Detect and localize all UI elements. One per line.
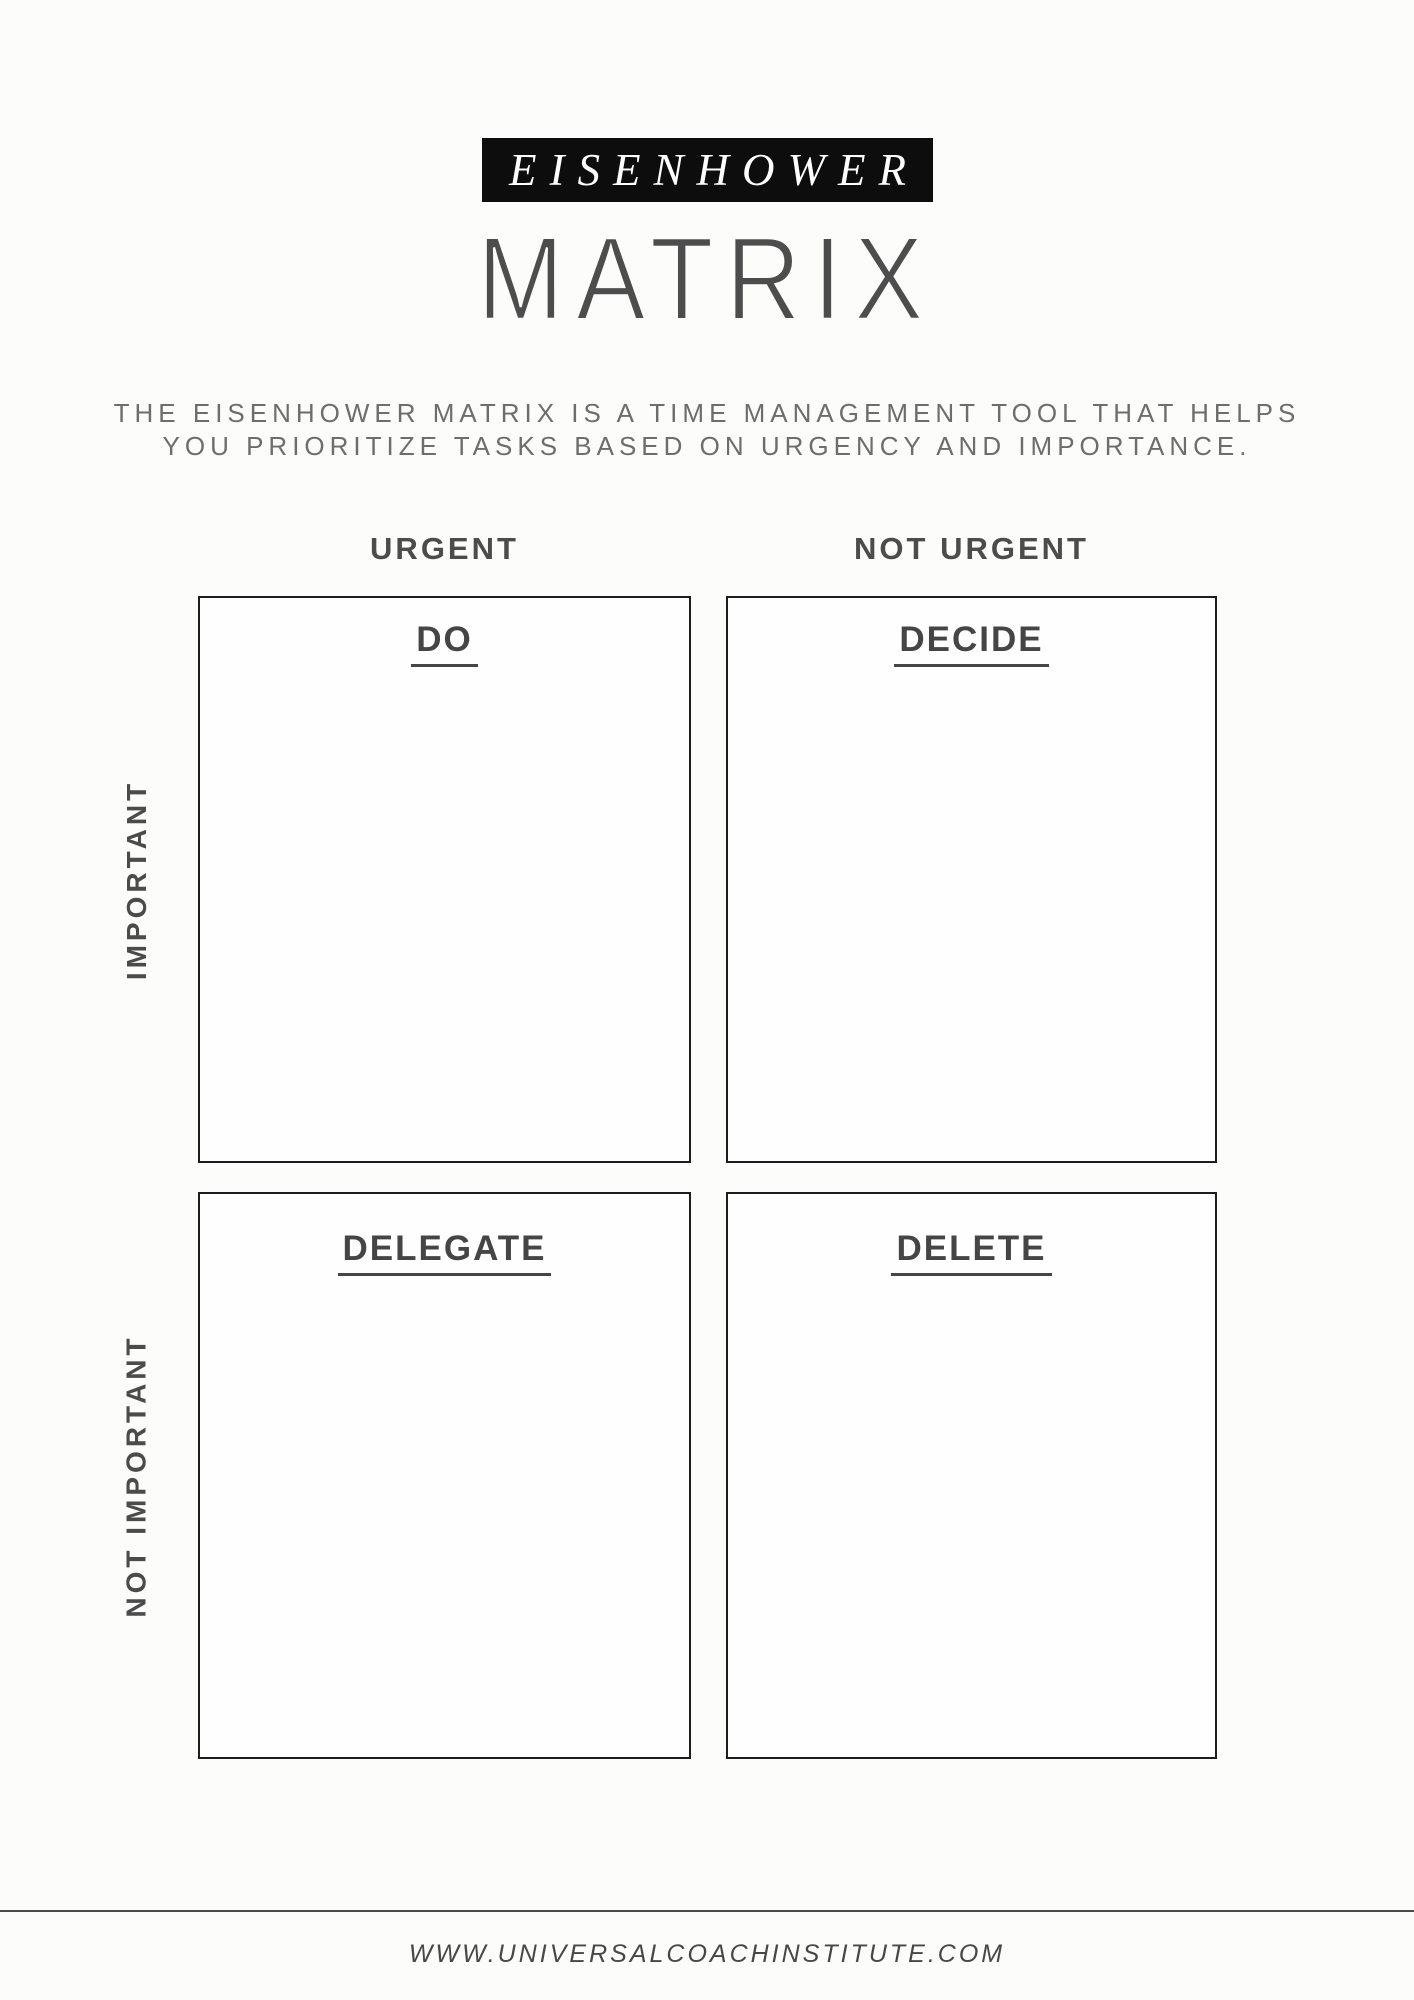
- page-title: [0, 213, 1414, 345]
- quadrant-delegate-header: [200, 1229, 689, 1276]
- quadrant-do-header: [200, 620, 689, 667]
- badge-label: EISENHOWER: [509, 145, 919, 195]
- row-header-important: [90, 596, 184, 1163]
- column-header-urgent: URGENT: [370, 531, 519, 566]
- title-badge: [482, 138, 933, 202]
- intro-description-line1: THE EISENHOWER MATRIX IS A TIME MANAGEMENT TOOL THAT HELPS: [113, 398, 1301, 428]
- row-header-not-important: [90, 1192, 184, 1759]
- column-header-not-urgent: NOT URGENT: [854, 531, 1089, 566]
- quadrant-decide: [726, 596, 1217, 1163]
- quadrant-do: [198, 596, 691, 1163]
- footer-divider: [0, 1910, 1414, 1912]
- quadrant-do-label: DO: [411, 620, 478, 667]
- quadrant-decide-label: DECIDE: [894, 620, 1048, 667]
- quadrant-delete-header: [728, 1229, 1215, 1276]
- quadrant-delete-label: DELETE: [891, 1229, 1051, 1276]
- page-title-text: MATRIX: [477, 213, 937, 345]
- quadrant-delegate-label: DELEGATE: [338, 1229, 552, 1276]
- intro-description: [0, 397, 1414, 463]
- intro-description-line2: YOU PRIORITIZE TASKS BASED ON URGENCY AND IMPORTANCE.: [162, 431, 1252, 461]
- row-header-not-important-label: NOT IMPORTANT: [121, 1333, 153, 1618]
- row-header-important-label: IMPORTANT: [121, 779, 153, 980]
- quadrant-delete: [726, 1192, 1217, 1759]
- quadrant-decide-header: [728, 620, 1215, 667]
- quadrant-delegate: [198, 1192, 691, 1759]
- footer-website: WWW.UNIVERSALCOACHINSTITUTE.COM: [408, 1940, 1006, 1968]
